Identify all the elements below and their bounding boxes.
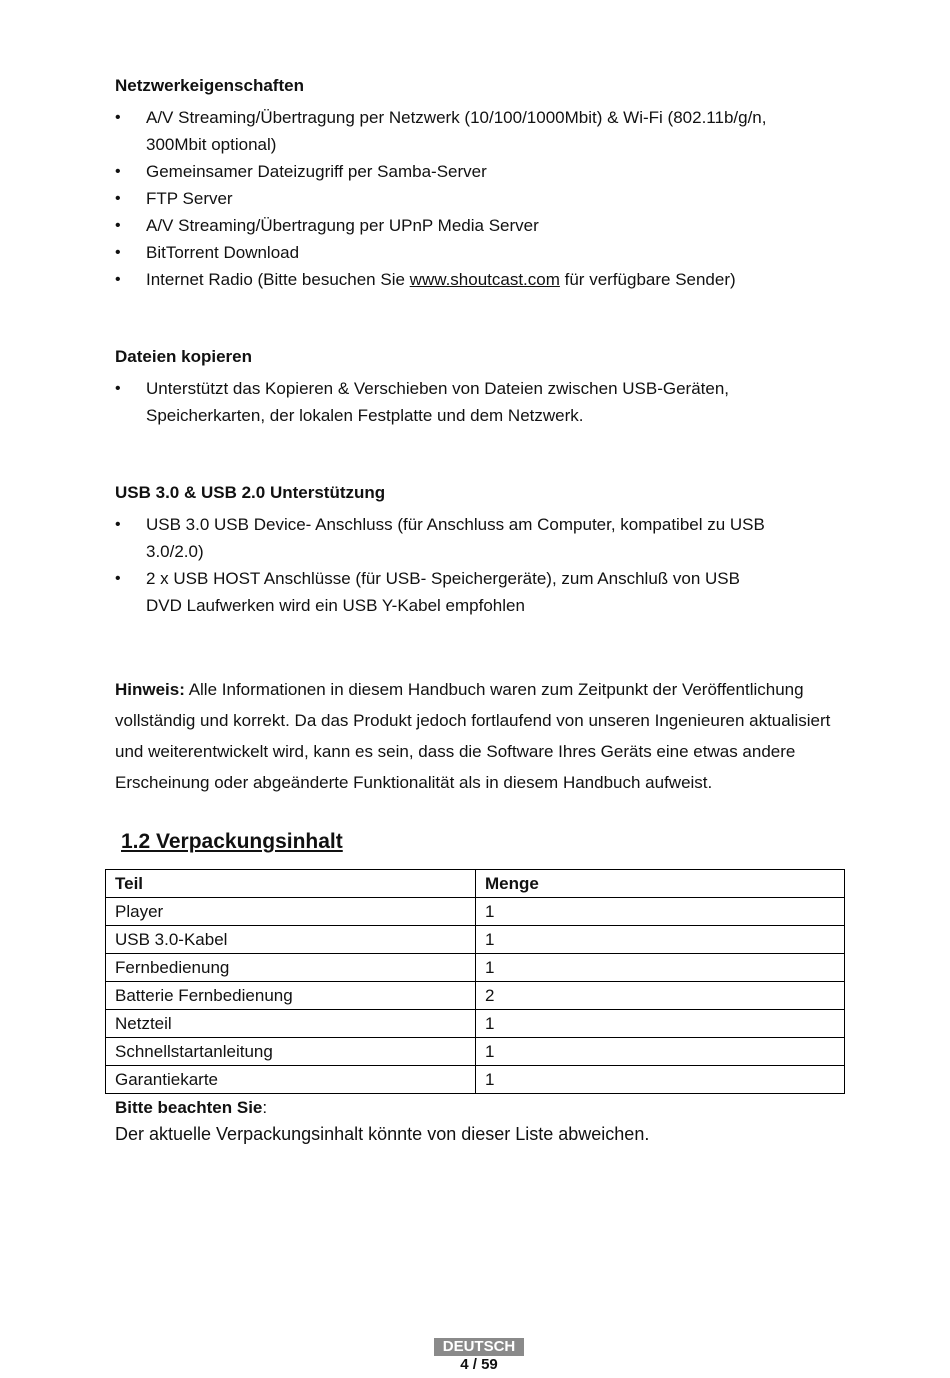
language-badge: DEUTSCH bbox=[434, 1338, 524, 1356]
please-note bbox=[115, 1097, 267, 1119]
list-item: • FTP Server bbox=[115, 185, 815, 212]
table-cell: Fernbedienung bbox=[106, 954, 476, 982]
list-item: • Gemeinsamer Dateizugriff per Samba-Server bbox=[115, 158, 815, 185]
table-cell: USB 3.0-Kabel bbox=[106, 926, 476, 954]
column-header-part: Teil bbox=[106, 870, 476, 898]
table-cell: 1 bbox=[476, 954, 845, 982]
shoutcast-link[interactable]: www.shoutcast.com bbox=[409, 270, 560, 289]
table-row bbox=[106, 1066, 845, 1094]
please-note-colon: : bbox=[262, 1098, 268, 1117]
column-header-quantity: Menge bbox=[476, 870, 845, 898]
list-item: • Unterstützt das Kopieren & Verschieben von Dateien zwischen USB-Geräten, Speicherkarten, der lokalen Festplatte und dem Netzwerk. bbox=[115, 375, 815, 429]
table-cell: Schnellstartanleitung bbox=[106, 1038, 476, 1066]
table-row bbox=[106, 982, 845, 1010]
table-cell: 1 bbox=[476, 1010, 845, 1038]
table-row bbox=[106, 926, 845, 954]
table-row bbox=[106, 898, 845, 926]
package-table bbox=[105, 869, 845, 1094]
table-header-row bbox=[106, 870, 845, 898]
table-row bbox=[106, 1010, 845, 1038]
section-title-usb: USB 3.0 & USB 2.0 Unterstützung bbox=[115, 483, 386, 502]
radio-text-suffix: für verfügbare Sender) bbox=[559, 270, 736, 289]
table-cell: 1 bbox=[476, 1066, 845, 1094]
list-item: • USB 3.0 USB Device- Anschluss (für Anschluss am Computer, kompatibel zu USB 3.0/2.0) bbox=[115, 511, 815, 565]
package-disclaimer: Der aktuelle Verpackungsinhalt könnte von dieser Liste abweichen. bbox=[115, 1124, 650, 1144]
section-title-copy-files: Dateien kopieren bbox=[115, 347, 252, 366]
table-cell: 1 bbox=[476, 926, 845, 954]
radio-text-prefix: Internet Radio (Bitte besuchen Sie bbox=[146, 270, 410, 289]
network-feature-list bbox=[115, 104, 815, 293]
list-item: • A/V Streaming/Übertragung per Netzwerk (10/100/1000Mbit) & Wi-Fi (802.11b/g/n, 300Mbit optional) bbox=[115, 104, 815, 158]
table-cell: Garantiekarte bbox=[106, 1066, 476, 1094]
list-item: • BitTorrent Download bbox=[115, 239, 815, 266]
package-heading: 1.2 Verpackungsinhalt bbox=[121, 830, 343, 853]
section-title-network: Netzwerkeigenschaften bbox=[115, 76, 304, 95]
table-row bbox=[106, 1038, 845, 1066]
table-cell: Netzteil bbox=[106, 1010, 476, 1038]
table-cell: 2 bbox=[476, 982, 845, 1010]
usb-feature-list bbox=[115, 511, 815, 619]
list-item: • 2 x USB HOST Anschlüsse (für USB- Speichergeräte), zum Anschluß von USB DVD Laufwerken wird ein USB Y-Kabel empfohlen bbox=[115, 565, 815, 619]
note-paragraph bbox=[115, 674, 845, 798]
note-label: Hinweis: bbox=[115, 680, 185, 699]
note-text: Alle Informationen in diesem Handbuch waren zum Zeitpunkt der Veröffentlichung vollständig und korrekt. Da das Produkt jedoch fortlaufend von unseren Ingenieuren aktualisiert und weiterentwickelt wird, kann es sein, dass die Software Ihres Geräts eine etwas andere Erscheinung oder abgeänderte Funktionalität als in diesem Handbuch aufweist. bbox=[115, 680, 831, 792]
list-item: • A/V Streaming/Übertragung per UPnP Media Server bbox=[115, 212, 815, 239]
page-number: 4 / 59 bbox=[460, 1356, 498, 1373]
table-row bbox=[106, 954, 845, 982]
please-note-label: Bitte beachten Sie bbox=[115, 1098, 263, 1117]
table-cell: Player bbox=[106, 898, 476, 926]
table-cell: 1 bbox=[476, 1038, 845, 1066]
list-item-internet-radio bbox=[115, 266, 815, 293]
table-cell: 1 bbox=[476, 898, 845, 926]
copy-feature-list bbox=[115, 375, 815, 429]
table-cell: Batterie Fernbedienung bbox=[106, 982, 476, 1010]
